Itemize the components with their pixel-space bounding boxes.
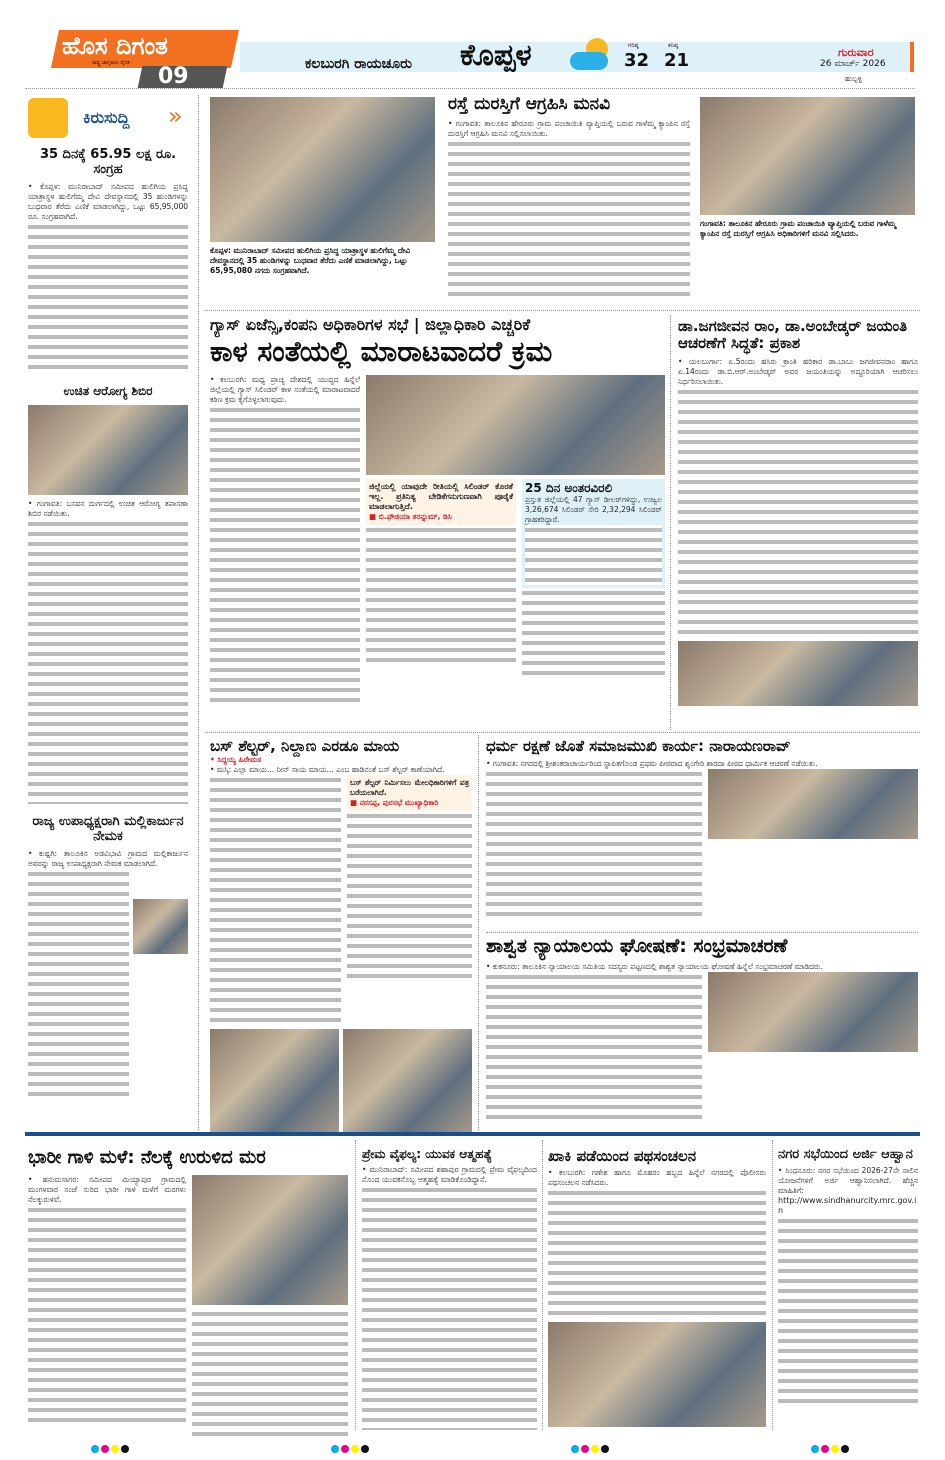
article-march: ಖಾಕಿ ಪಡೆಯಿಂದ ಪಥಸಂಚಲನ • ಕಲಬುರಗಿ: ಗಣೇಶ ಹಾಗೂ ಮೊಹರಂ ಹಬ್ಬದ ಹಿನ್ನೆಲೆ ನಗರದಲ್ಲಿ ಪೊಲೀಸರು ಪಥಸಂಚಲನ ನಡೆಸಿದರು. bbox=[548, 1148, 766, 1427]
article-road-photo: ಗಂಗಾವತಿ: ತಾಲೂಕಿನ ಹೇರೂರು ಗ್ರಾಮ ಪಂಚಾಯಿತಿ ವ್ಯಾಪ್ತಿಯಲ್ಲಿ ಬರುವ ಗಾಳೆಮ್ಮ ಕ್ಯಾಂಪಿನ ರಸ್ತೆ ದುರಸ್ತಿಗೆ ಆಗ್ರಹಿಸಿ ಅಧಿಕಾರಿಗಳಿಗೆ ಮನವಿ ಸಲ್ಲಿಸಿದರು. bbox=[700, 97, 915, 239]
kirusuddi-banner: ಕಿರುಸುದ್ದಿ » bbox=[28, 98, 183, 138]
info-box: 25 ದಿನ ಅಂತರವಿರಲಿ ಪ್ರಸ್ತುತ ಜಿಲ್ಲೆಯಲ್ಲಿ 47 ಗ್ಯಾಸ್ ಡೀಲರ್‌ಗಳಿದ್ದು, ಉಜ್ವಲ 3,26,674 ಸಿಲಿಂಡರ್ ಸೇರಿ 2,32,294 ಸಿಲಿಂಡರ್ ಗ್ರಾಹಕರಿದ್ದಾರೆ. bbox=[522, 479, 665, 589]
article-vice-president: ರಾಜ್ಯ ಉಪಾಧ್ಯಕ್ಷರಾಗಿ ಮಲ್ಲಿಕಾರ್ಜುನ ನೇಮಕ • ಕುಷ್ಟಗಿ: ತಾಲೂಕಿನ ಅಡವಿಭಾವಿ ಗ್ರಾಮದ ಮಲ್ಲಿಕಾರ್ಜುನ ಅವರನ್ನು ರಾಜ್ಯ ಉಪಾಧ್ಯಕ್ಷರಾಗಿ ನೇಮಕ ಮಾಡಲಾಗಿದೆ. bbox=[28, 815, 188, 1099]
article-road: ರಸ್ತೆ ದುರಸ್ತಿಗೆ ಆಗ್ರಹಿಸಿ ಮನವಿ • ಗಂಗಾವತಿ: ತಾಲೂಕಿನ ಹೇರೂರು ಗ್ರಾಮ ಪಂಚಾಯಿತಿ ವ್ಯಾಪ್ತಿಯಲ್ಲಿ ಬರುವ ಗಾಳೆಮ್ಮ ಕ್ಯಾಂಪಿನ ರಸ್ತೆ ದುರಸ್ತಿಗೆ ಆಗ್ರಹಿಸಿ ಮನವಿ ಸಲ್ಲಿಸಲಾಯಿತು. bbox=[448, 95, 690, 299]
max-label: ಗರಿಷ್ಠ bbox=[628, 42, 639, 49]
article-hundi: 35 ದಿನಕ್ಕೆ 65.95 ಲಕ್ಷ ರೂ. ಸಂಗ್ರಹ • ಕೊಪ್ಪಳ: ಮುನಿರಾಬಾದ್ ಸಮೀಪದ ಹುಲಿಗಿಯ ಪ್ರಸಿದ್ಧ ಯಾತ್ರಾಸ್ಥಳ ಹುಲಿಗೆಮ್ಮ ದೇವಿ ದೇವಸ್ಥಾನದಲ್ಲಿ 35 ಹುಂಡಿಗಳನ್ನು ಬುಧವಾರ ತೆರೆದು ಎಣಿಕೆ ಮಾಡಲಾಗಿದ್ದು, ಒಟ್ಟು 65,95,000 ರೂ. ಸಂಗ್ರಹವಾಗಿದೆ. bbox=[28, 148, 188, 372]
article-gas: ಗ್ಯಾಸ್ ಏಜೆನ್ಸಿ,ಕಂಪನಿ ಅಧಿಕಾರಿಗಳ ಸಭೆ | ಜಿಲ್ಲಾಧಿಕಾರಿ ಎಚ್ಚರಿಕೆ ಕಾಳ ಸಂತೆಯಲ್ಲಿ ಮಾರಾಟವಾದರೆ ಕ್ರಮ • ಕಲಬುರಗಿ: ಮಧ್ಯ ಪ್ರಾಚ್ಯ ದೇಶದಲ್ಲಿ ಯುದ್ಧದ ಹಿನ್ನೆಲೆ ಜಿಲ್ಲೆಯಲ್ಲಿ ಗ್ಯಾಸ್ ಸಿಲಿಂಡರ್ ಕಾಳ ಸಂತೆಯಲ್ಲಿ ಮಾರಾಟವಾದರೆ ಕಠಿಣ ಕ್ರಮ ಕೈಗೊಳ್ಳಲಾಗುವುದು. ಜಿಲ್ಲೆಯಲ್ಲಿ ಯಾವುದೇ ರೀತಿಯಲ್ಲಿ ಸಿಲಿಂಡರ್ ಕೊರತೆ ಇಲ್ಲ. ಪ್ರತಿನಿತ್ಯ ಬೇಡಿಕೆಗನುಗುಣವಾಗಿ ಪೂರೈಕೆ ಮಾಡಲಾಗುತ್ತಿದೆ. ■ ಬಿ.ಫೌಜಿಯಾ ತರನ್ನುಮ್, ಡಿಸಿ 25 ದಿನ ಅಂತರವಿರಲಿ ಪ್ರಸ್ತುತ ಜಿಲ್ಲೆಯಲ್ಲಿ 47 ಗ್ಯಾಸ್ ಡೀಲರ್‌ಗಳಿದ್ದು, ಉಜ್ವಲ 3,26,674 ಸಿಲಿಂಡರ್ ಸೇರಿ 2,32,294 ಸಿಲಿಂಡರ್ ಗ್ರಾಹಕರಿದ್ದಾರೆ. bbox=[210, 316, 665, 705]
tagline: ರಾಷ್ಟ್ರ ಜಾಗೃತಿಯ ದೈನಿಕ bbox=[92, 60, 130, 66]
page-number: 09 bbox=[158, 64, 189, 89]
article-dharma: ಧರ್ಮ ರಕ್ಷಣೆ ಜೊತೆ ಸಮಾಜಮುಖಿ ಕಾರ್ಯ: ನಾರಾಯಣರಾವ್ • ಗಂಗಾವತಿ: ನಗರದಲ್ಲಿ ಶ್ರೀಶಂಕರಾಚಾರ್ಯರಿಂದ ಸ್ಥಾಪಿತಗೊಂಡ ಪ್ರಥಮ ಪೀಠವಾದ ಶೃಂಗೇರಿ ಶಾರದಾ ಪೀಠದ ಧಾರ್ಮಿಕ ಆಚರಣೆ ನಡೆಯಿತು. bbox=[486, 738, 918, 919]
logo: ಹೊಸ ದಿಗಂತ bbox=[62, 32, 168, 60]
city-title: ಕೊಪ್ಪಳ bbox=[460, 38, 532, 73]
article-jayanti: ಡಾ.ಜಗಜೀವನ ರಾಂ, ಡಾ.ಅಂಬೇಡ್ಕರ್ ಜಯಂತಿ ಆಚರಣೆಗೆ ಸಿದ್ಧತೆ: ಪ್ರಕಾಶ • ಯಲಬುರ್ಗಾ: ಏ.5ರಂದು ಹಸಿರು ಕ್ರಾಂತಿ ಹರಿಕಾರ ಡಾ.ಬಾಬು ಜಗಜೀವನರಾಂ ಹಾಗೂ ಏ.14ರಂದು ಡಾ.ಬಿ.ಆರ್.ಅಂಬೇಡ್ಕರ್ ಅವರ ಜಯಂತಿಯನ್ನು ಅದ್ದೂರಿಯಾಗಿ ಆಚರಿಸಲು ನಿರ್ಧರಿಸಲಾಯಿತು. bbox=[678, 318, 918, 706]
quote-box: ಜಿಲ್ಲೆಯಲ್ಲಿ ಯಾವುದೇ ರೀತಿಯಲ್ಲಿ ಸಿಲಿಂಡರ್ ಕೊರತೆ ಇಲ್ಲ. ಪ್ರತಿನಿತ್ಯ ಬೇಡಿಕೆಗನುಗುಣವಾಗಿ ಪೂರೈಕೆ ಮಾಡಲಾಗುತ್ತಿದೆ. ■ ಬಿ.ಫೌಜಿಯಾ ತರನ್ನುಮ್, ಡಿಸಿ bbox=[366, 479, 516, 525]
quote-box: ಬಸ್ ಶೆಲ್ಟರ್ ನಿರ್ಮಿಸಲು ಮೇಲಧಿಕಾರಿಗಳಿಗೆ ಪತ್ರ ಬರೆಯಲಾಗಿದೆ. ■ ನರಸಪ್ಪ, ಪುರಸಭೆ ಮುಖ್ಯಾಧಿಕಾರಿ bbox=[347, 775, 472, 811]
weather-icon bbox=[570, 38, 612, 72]
photo bbox=[133, 899, 188, 954]
photo bbox=[678, 641, 918, 706]
photo bbox=[366, 375, 665, 475]
date: 26 ಮಾರ್ಚ್ 2026 bbox=[820, 59, 886, 69]
article-court: ಶಾಶ್ವತ ನ್ಯಾಯಾಲಯ ಘೋಷಣೆ: ಸಂಭ್ರಮಾಚರಣೆ • ಕುಕನೂರು: ತಾಲೂಕಿನ ನ್ಯಾಯಾಲಯ ಸಮಿತಿಯ ಸದಸ್ಯರು ಪಟ್ಟಣದಲ್ಲಿ ಶಾಶ್ವತ ನ್ಯಾಯಾಲಯ ಘೋಷಣೆ ಹಿನ್ನೆಲೆ ಸಂಭ್ರಮಾಚರಣೆ ಮಾಡಿದರು. bbox=[486, 936, 918, 1122]
article-bus-shelter: ಬಸ್ ಶೆಲ್ಟರ್, ನಿಲ್ದಾಣ ಎರಡೂ ಮಾಯ • ಸಿದ್ದಯ್ಯ ಹಿರೇಮಠ • ಮಸ್ಕಿ: ಎಲ್ಲಾ ಮಾಯ... ನೀನ್ ಸಾಯ ಮಾಯ... ಎಂಬ ಹಾಡಿನಂತೆ ಬಸ್ ಶೆಲ್ಟರ್ ಕಾಣೆಯಾಗಿದೆ. ಬಸ್ ಶೆಲ್ಟರ್ ನಿರ್ಮಿಸಲು ಮೇಲಧಿಕಾರಿಗಳಿಗೆ ಪತ್ರ ಬರೆಯಲಾಗಿದೆ. ■ ನರಸಪ್ಪ, ಪುರಸಭೆ ಮುಖ್ಯಾಧಿಕಾರಿ bbox=[210, 738, 472, 1134]
edition: ಹುಬ್ಬಳ್ಳಿ bbox=[845, 75, 862, 83]
article-application: ನಗರ ಸಭೆಯಿಂದ ಅರ್ಜಿ ಆಹ್ವಾನ • ಸಿಂಧನೂರು: ನಗರ ಸಭೆಯಿಂದ 2026-27ನೇ ಸಾಲಿನ ಯೋಜನೆಗಳಿಗೆ ಅರ್ಜಿ ಆಹ್ವಾನಿಸಲಾಗಿದೆ. ಹೆಚ್ಚಿನ ಮಾಹಿತಿಗೆ: http://www.sindhanurcity.mrc.gov.in bbox=[778, 1148, 918, 1406]
article-suicide: ಪ್ರೇಮ ವೈಫಲ್ಯ: ಯುವಕ ಆತ್ಮಹತ್ಯೆ • ಮುನಿರಾಬಾದ್: ಸಮೀಪದ ಶಹಾಪುರ ಗ್ರಾಮದಲ್ಲಿ ಪ್ರೇಮ ವೈಫಲ್ಯದಿಂದ ನೊಂದ ಯುವಕನೊಬ್ಬ ಆತ್ಮಹತ್ಯೆ ಮಾಡಿಕೊಂಡಿದ್ದಾನೆ. bbox=[362, 1148, 537, 1430]
day: ಗುರುವಾರ bbox=[838, 46, 874, 59]
min-label: ಕನಿಷ್ಠ bbox=[668, 42, 679, 49]
article-rain: ಭಾರೀ ಗಾಳಿ ಮಳೆ: ನೆಲಕ್ಕೆ ಉರುಳಿದ ಮರ • ಹನುಮಸಾಗರ: ಸಮೀಪದ ಮಿಯ್ಯಾಪುರ ಗ್ರಾಮದಲ್ಲಿ ಮಂಗಳವಾರ ಸಂಜೆ ಸುರಿದ ಭಾರೀ ಗಾಳಿ ಮಳೆಗೆ ಮರಗಳು ನೆಲಕ್ಕುರುಳಿವೆ. bbox=[28, 1148, 348, 1439]
article-health-camp: ಉಚಿತ ಆರೋಗ್ಯ ಶಿಬಿರ • ಗಂಗಾವತಿ: ಬಸವನ ದುರ್ಗದಲ್ಲಿ ಉಚಿತ ಆರೋಗ್ಯ ತಪಾಸಣಾ ಶಿಬಿರ ನಡೆಯಿತು. bbox=[28, 385, 188, 804]
max-temp: 32 bbox=[624, 50, 650, 71]
registration-marks bbox=[90, 1438, 850, 1457]
photo bbox=[28, 405, 188, 495]
website-link[interactable]: http://www.sindhanurcity.mrc.gov.in bbox=[778, 1195, 917, 1215]
districts: ಕಲಬುರಗಿ ರಾಯಚೂರು bbox=[305, 56, 412, 72]
article-hundi-photo: ಕೊಪ್ಪಳ: ಮುನಿರಾಬಾದ್ ಸಮೀಪದ ಹುಲಿಗಿಯ ಪ್ರಸಿದ್ಧ ಯಾತ್ರಾಸ್ಥಳ ಹುಲಿಗೆಮ್ಮ ದೇವಿ ದೇವಸ್ಥಾನದಲ್ಲಿ 35 ಹುಂಡಿಗಳನ್ನು ಬುಧವಾರ ತೆರೆದು ಎಣಿಕೆ ಮಾಡಲಾಗಿದ್ದು, ಒಟ್ಟು 65,95,080 ನಗದು ಸಂಗ್ರಹವಾಗಿದೆ. bbox=[210, 97, 435, 276]
masthead bbox=[0, 28, 945, 90]
min-temp: 21 bbox=[664, 50, 690, 71]
